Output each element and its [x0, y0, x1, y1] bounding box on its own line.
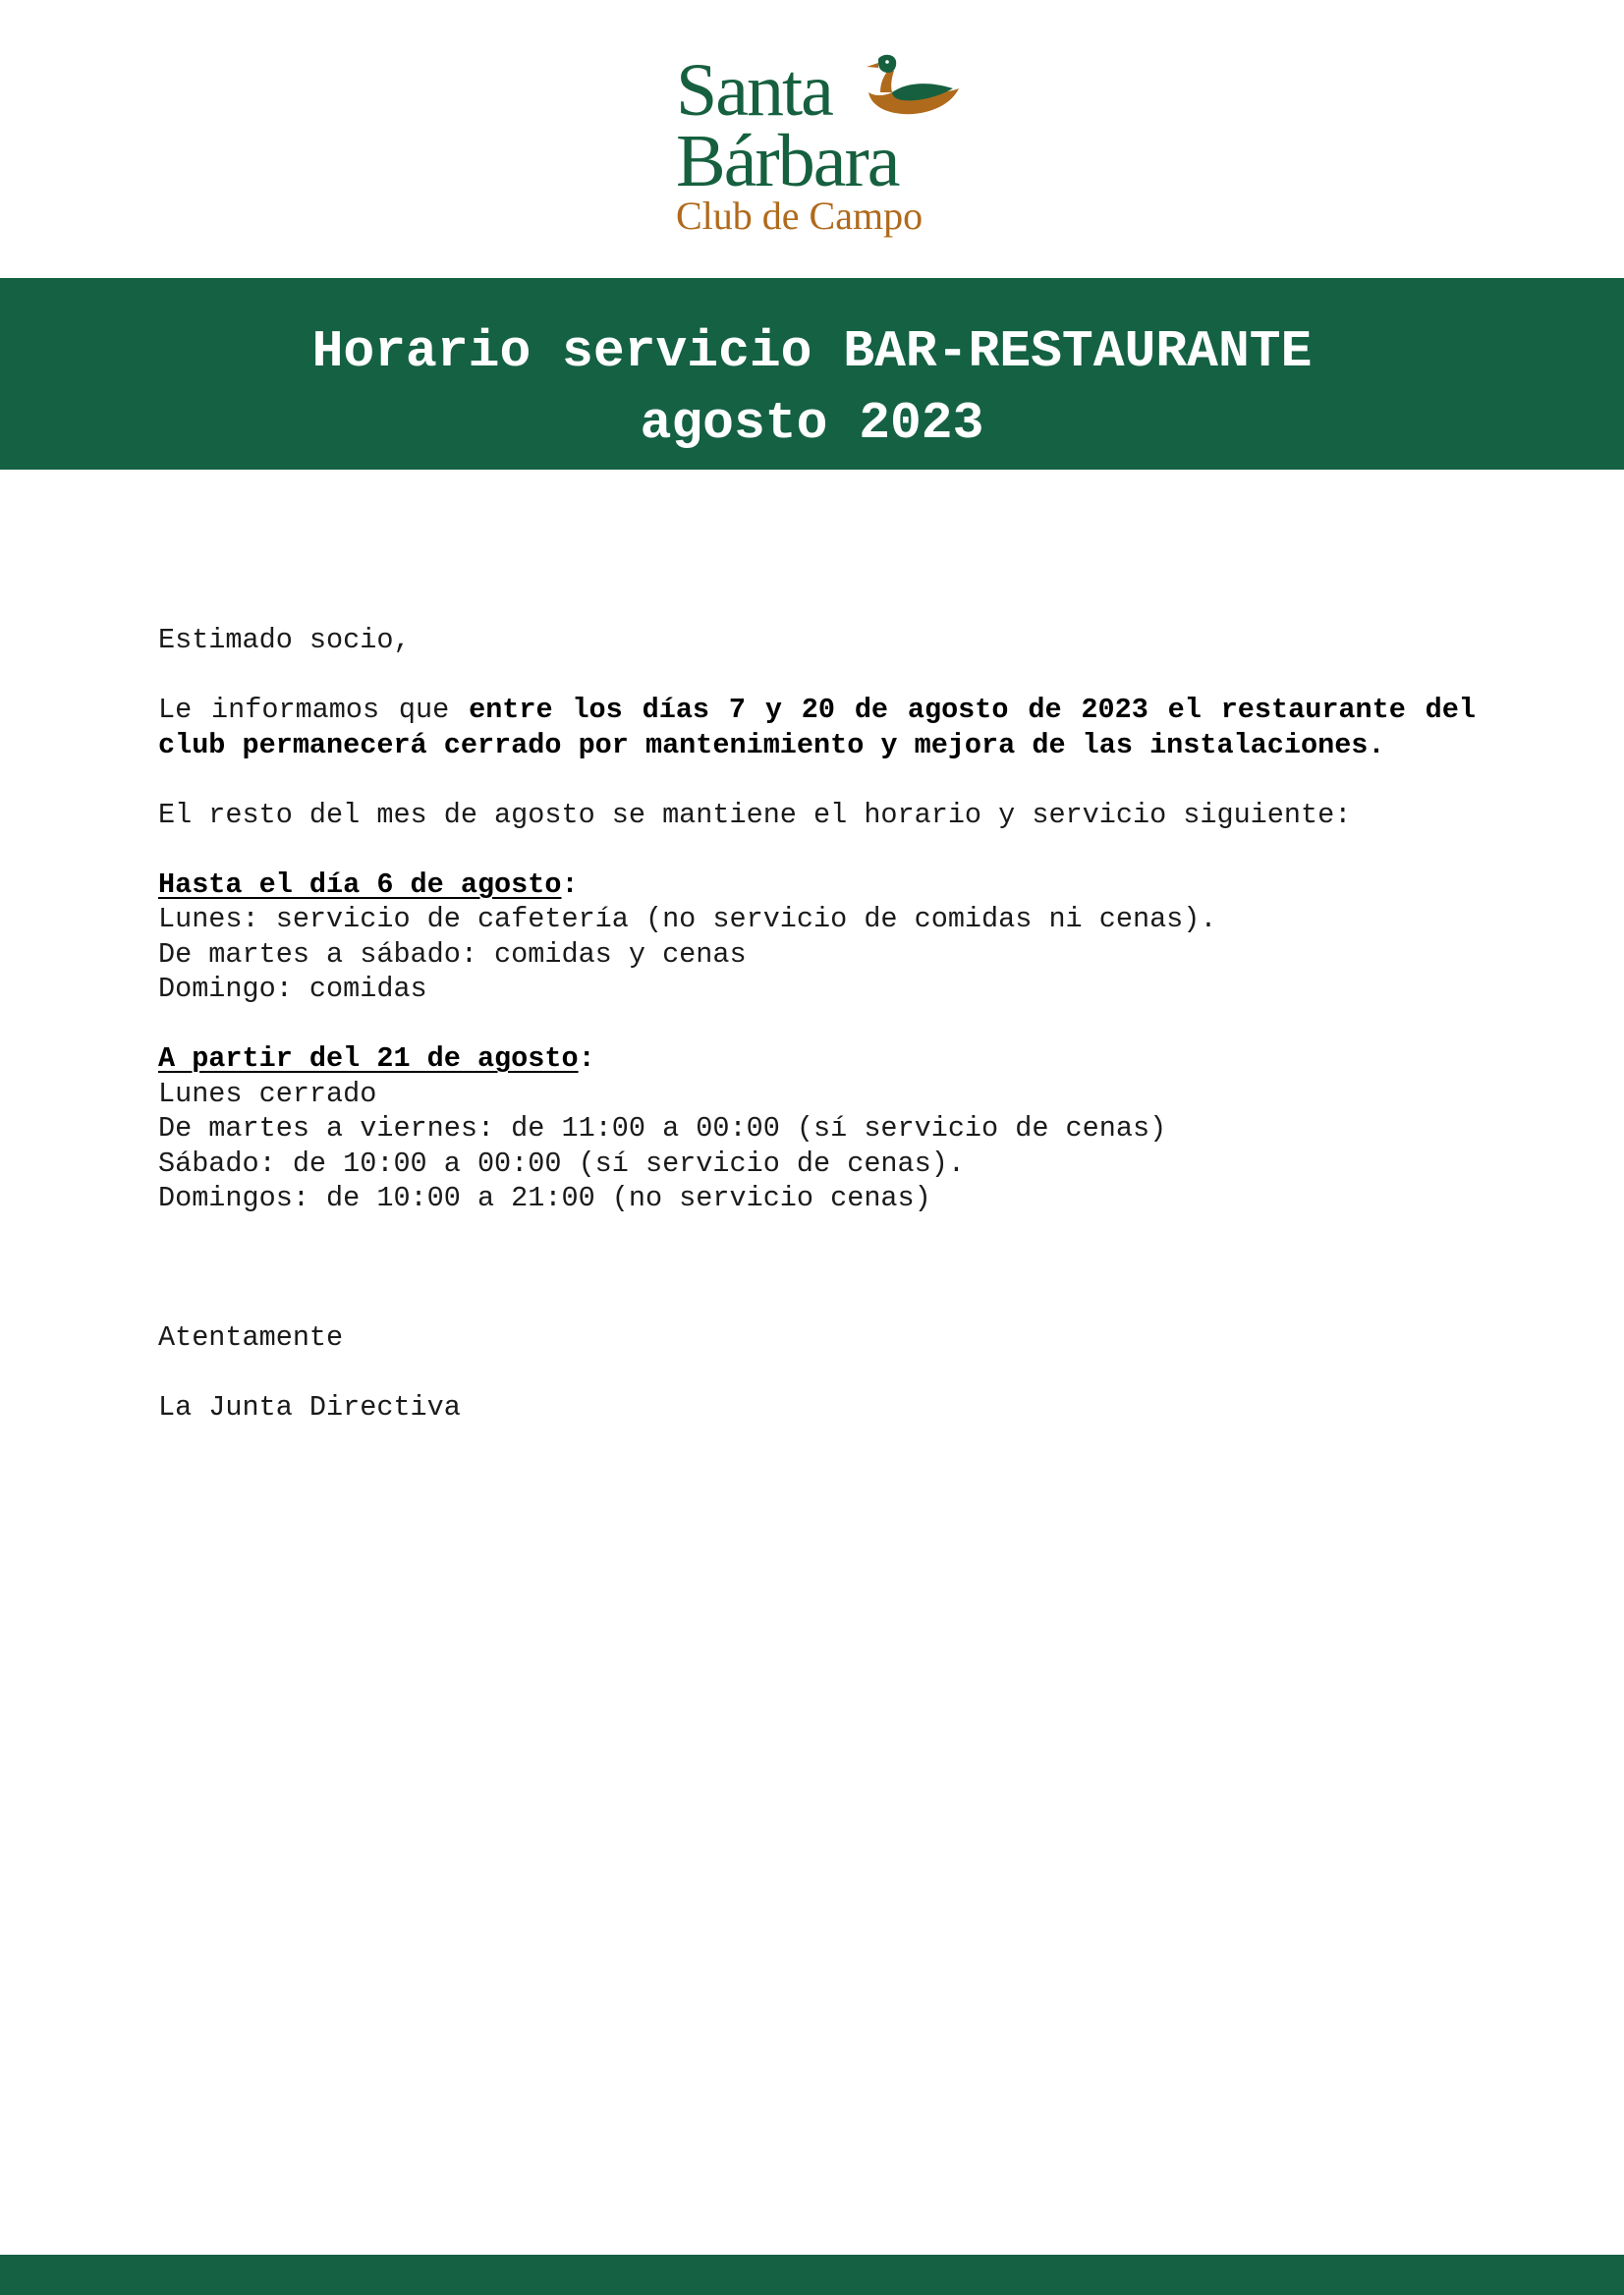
greeting: Estimado socio, — [158, 624, 411, 656]
logo-text-santa: Santa — [676, 49, 832, 132]
page-subtitle: agosto 2023 — [640, 394, 984, 453]
closing: Atentamente — [158, 1321, 344, 1354]
schedule-line: Lunes cerrado — [158, 1077, 377, 1110]
schedule-line: Domingos: de 10:00 a 21:00 (no servicio cenas) — [158, 1182, 931, 1214]
section-heading-until-6: Hasta el día 6 de agosto — [158, 868, 562, 901]
heading-colon: : — [561, 868, 579, 901]
intro-text: Le informamos que — [158, 694, 470, 726]
rest-of-month-text: El resto del mes de agosto se mantiene el horario y servicio siguiente: — [158, 798, 1352, 831]
section-heading-from-21: A partir del 21 de agosto — [158, 1042, 579, 1075]
footer-banner — [0, 2255, 1624, 2295]
signature: La Junta Directiva — [158, 1391, 461, 1424]
page-title: Horario servicio BAR-RESTAURANTE — [311, 322, 1313, 381]
letter-body — [158, 623, 1476, 1426]
club-logo — [676, 49, 961, 241]
heading-colon: : — [578, 1042, 595, 1075]
schedule-line: De martes a viernes: de 11:00 a 00:00 (sí servicio de cenas) — [158, 1112, 1167, 1145]
section-heading-line — [158, 868, 1476, 903]
schedule-line: Domingo: comidas — [158, 973, 427, 1005]
logo-text-club-de-campo: Club de Campo — [676, 194, 924, 238]
closure-notice: entre los días 7 y 20 de agosto de 2023 el restaurante del club permanecerá cerrado por mantenimiento y mejora de las instalaciones. — [158, 694, 1476, 761]
schedule-line: Sábado: de 10:00 a 00:00 (sí servicio de cenas). — [158, 1147, 965, 1180]
duck-icon — [863, 53, 961, 118]
intro-paragraph — [158, 693, 1476, 762]
schedule-line: Lunes: servicio de cafetería (no servicio de comidas ni cenas). — [158, 903, 1217, 935]
schedule-line: De martes a sábado: comidas y cenas — [158, 937, 747, 971]
section-heading-line — [158, 1041, 1476, 1077]
logo-text-barbara: Bárbara — [676, 120, 899, 202]
